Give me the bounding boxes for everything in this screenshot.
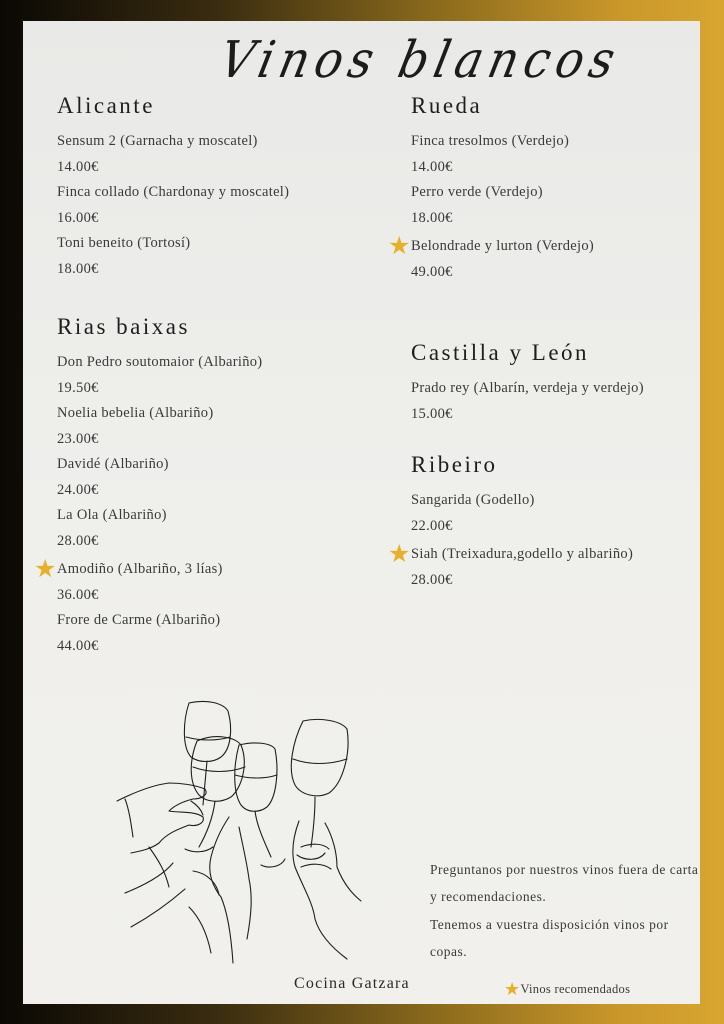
wine-glass-icon (291, 719, 348, 859)
wine-name (57, 452, 377, 478)
wine-name-text: Prado rey (Albarín, verdeja y verdejo) (411, 380, 644, 396)
wine-glass-icon (184, 701, 230, 805)
wine-item (411, 488, 701, 539)
legend-label: Vinos recomendados (520, 982, 631, 996)
wine-item (411, 376, 701, 427)
left-column (34, 91, 377, 659)
wine-price: 28.00€ (411, 571, 453, 588)
menu-title: Vinos blancos (214, 29, 627, 89)
wine-name-text: Finca collado (Chardonay y moscatel) (57, 184, 290, 200)
wine-item (57, 503, 377, 554)
wine-price: 14.00€ (57, 158, 99, 175)
wine-name (388, 539, 701, 568)
wine-item (57, 452, 377, 503)
wine-item (411, 180, 701, 231)
wine-glass-icon (235, 743, 285, 867)
wine-name-text: Siah (Treixadura,godello y albariño) (411, 546, 634, 562)
wine-name (411, 376, 701, 402)
wine-section (57, 91, 377, 282)
wine-name-text: Toni beneito (Tortosí) (57, 235, 191, 251)
wine-name-text: Frore de Carme (Albariño) (57, 612, 221, 628)
wine-item (34, 554, 377, 608)
wine-item (57, 401, 377, 452)
star-icon: ★ (504, 979, 521, 1000)
region-heading: Alicante (57, 93, 155, 118)
wine-price: 14.00€ (411, 158, 453, 175)
wine-section (388, 91, 701, 285)
wine-name (57, 180, 377, 206)
wine-name-text: Perro verde (Verdejo) (411, 184, 543, 200)
wine-name-text: Don Pedro soutomaior (Albariño) (57, 354, 263, 370)
wine-name (411, 129, 701, 155)
wine-price: 49.00€ (411, 263, 453, 280)
wine-item (411, 129, 701, 180)
wine-name-text: Belondrade y lurton (Verdejo) (411, 238, 595, 254)
star-icon: ★ (34, 554, 57, 583)
wine-price: 23.00€ (57, 430, 99, 447)
wine-section (411, 338, 701, 427)
menu-card (23, 21, 700, 1004)
wine-name (57, 503, 377, 529)
wine-item (57, 180, 377, 231)
wine-toast-illustration (89, 697, 364, 969)
wine-name (411, 488, 701, 514)
wine-item (388, 539, 701, 593)
region-heading: Rueda (411, 93, 483, 118)
wine-price: 15.00€ (411, 405, 453, 422)
wine-name-text: Sangarida (Godello) (411, 492, 535, 508)
note-line-2: Tenemos a vuestra disposición vinos por copas. (430, 917, 669, 959)
star-icon: ★ (388, 539, 411, 568)
recommendation-note (430, 857, 700, 967)
region-heading: Castilla y León (411, 340, 590, 365)
wine-item (388, 231, 701, 285)
wine-name (57, 401, 377, 427)
restaurant-name: Cocina Gatzara (294, 975, 410, 992)
wine-name-text: Finca tresolmos (Verdejo) (411, 133, 570, 149)
wine-price: 44.00€ (57, 637, 99, 654)
wine-name-text: La Ola (Albariño) (57, 507, 167, 523)
wine-name (388, 231, 701, 260)
wine-name (57, 129, 377, 155)
wine-item (57, 608, 377, 659)
wine-name (411, 180, 701, 206)
wine-price: 24.00€ (57, 481, 99, 498)
region-heading: Rias baixas (57, 314, 190, 339)
wine-price: 18.00€ (57, 260, 99, 277)
note-line-1: Preguntanos por nuestros vinos fuera de carta y recomendaciones. (430, 862, 699, 904)
wine-price: 18.00€ (411, 209, 453, 226)
wine-name (57, 231, 377, 257)
wine-name (34, 554, 377, 583)
wine-name-text: Davidé (Albariño) (57, 456, 169, 472)
wine-price: 19.50€ (57, 379, 99, 396)
wine-section (388, 450, 701, 593)
wine-price: 16.00€ (57, 209, 99, 226)
wine-price: 36.00€ (57, 586, 99, 603)
wine-item (57, 231, 377, 282)
wine-section (34, 312, 377, 659)
wine-item (57, 129, 377, 180)
wine-price: 22.00€ (411, 517, 453, 534)
wine-name (57, 350, 377, 376)
wine-item (57, 350, 377, 401)
region-heading: Ribeiro (411, 452, 498, 477)
wine-price: 28.00€ (57, 532, 99, 549)
wine-name-text: Amodiño (Albariño, 3 lías) (57, 561, 223, 577)
wine-name-text: Noelia bebelia (Albariño) (57, 405, 214, 421)
wine-name (57, 608, 377, 634)
star-icon: ★ (388, 231, 411, 260)
wine-name-text: Sensum 2 (Garnacha y moscatel) (57, 133, 258, 149)
right-column (388, 91, 701, 593)
legend (504, 979, 630, 1000)
